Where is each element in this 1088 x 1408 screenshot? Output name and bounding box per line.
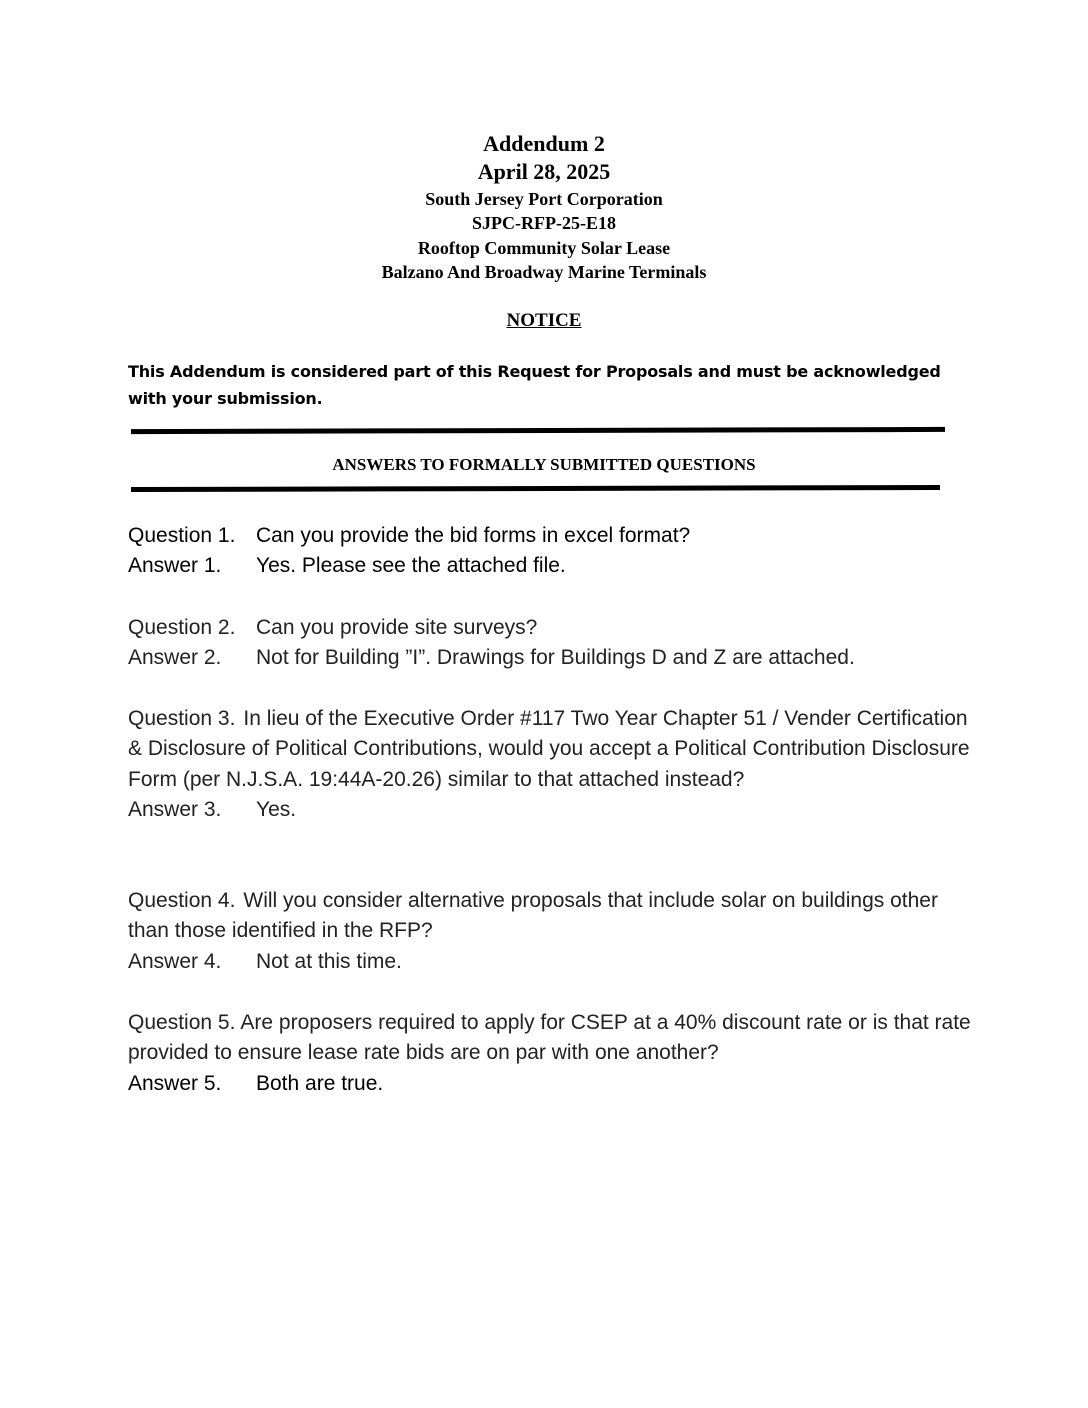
question-row <box>128 521 973 551</box>
answer-row <box>128 643 973 673</box>
qa-item-3 <box>128 704 973 825</box>
question-text: Are proposers required to apply for CSEP at a 40% discount rate or is that rate provided to ensure lease rate bids are on par with one another? <box>128 1011 971 1065</box>
answer-row <box>128 795 973 825</box>
answer-label: Answer 1. <box>128 554 222 578</box>
section-title: ANSWERS TO FORMALLY SUBMITTED QUESTIONS <box>332 455 756 474</box>
answer-text: Both are true. <box>256 1071 384 1095</box>
answer-text: Not at this time. <box>256 949 402 973</box>
divider-top <box>131 427 945 434</box>
answer-label: Answer 4. <box>128 949 222 973</box>
qa-item-1 <box>128 521 973 582</box>
question-text: In lieu of the Executive Order #117 Two Year Chapter 51 / Vender Certification & Disclosure of Political Contributions, would you accept a Political Contribution Disclosure Form (per N.J.S.A. 19:44A-20.26) similar to that attached instead? <box>128 707 970 791</box>
answer-row <box>128 947 973 977</box>
question-label: Question 2. <box>128 616 236 639</box>
answer-label: Answer 5. <box>128 1071 222 1095</box>
terminals-name: Balzano And Broadway Marine Terminals <box>381 262 707 282</box>
answer-text: Yes. Please see the attached file. <box>256 554 566 578</box>
answer-label: Answer 3. <box>128 797 222 821</box>
question-text: Will you consider alternative proposals that include solar on buildings other than those identified in the RFP? <box>128 889 938 943</box>
answer-row <box>128 1069 973 1099</box>
answer-row <box>128 551 973 581</box>
question-label: Question 1. <box>128 524 236 547</box>
question-text: Can you provide site surveys? <box>256 616 538 639</box>
question-row <box>128 1008 973 1069</box>
answer-text: Yes. <box>256 797 297 821</box>
project-name: Rooftop Community Solar Lease <box>417 238 671 258</box>
question-label: Question 3. <box>128 707 236 730</box>
qa-item-2 <box>128 613 973 674</box>
question-label: Question 5. <box>128 1011 236 1034</box>
addendum-date: April 28, 2025 <box>477 159 611 184</box>
qa-item-4 <box>128 886 973 977</box>
question-label: Question 4. <box>128 889 236 912</box>
notice-text: This Addendum is considered part of this Request for Proposals and must be acknowledged with your submission. <box>128 362 941 408</box>
organization-name: South Jersey Port Corporation <box>425 189 663 209</box>
qa-item-5 <box>128 1008 973 1099</box>
addendum-title: Addendum 2 <box>483 131 605 156</box>
question-text: Can you provide the bid forms in excel format? <box>256 524 691 547</box>
rfp-number: SJPC-RFP-25-E18 <box>472 213 616 233</box>
question-row <box>128 704 973 795</box>
divider-bottom <box>131 485 940 492</box>
answer-text: Not for Building ”I”. Drawings for Buildings D and Z are attached. <box>256 646 855 670</box>
answer-label: Answer 2. <box>128 646 222 670</box>
question-row <box>128 613 973 643</box>
notice-heading: NOTICE <box>506 310 582 331</box>
question-row <box>128 886 973 947</box>
